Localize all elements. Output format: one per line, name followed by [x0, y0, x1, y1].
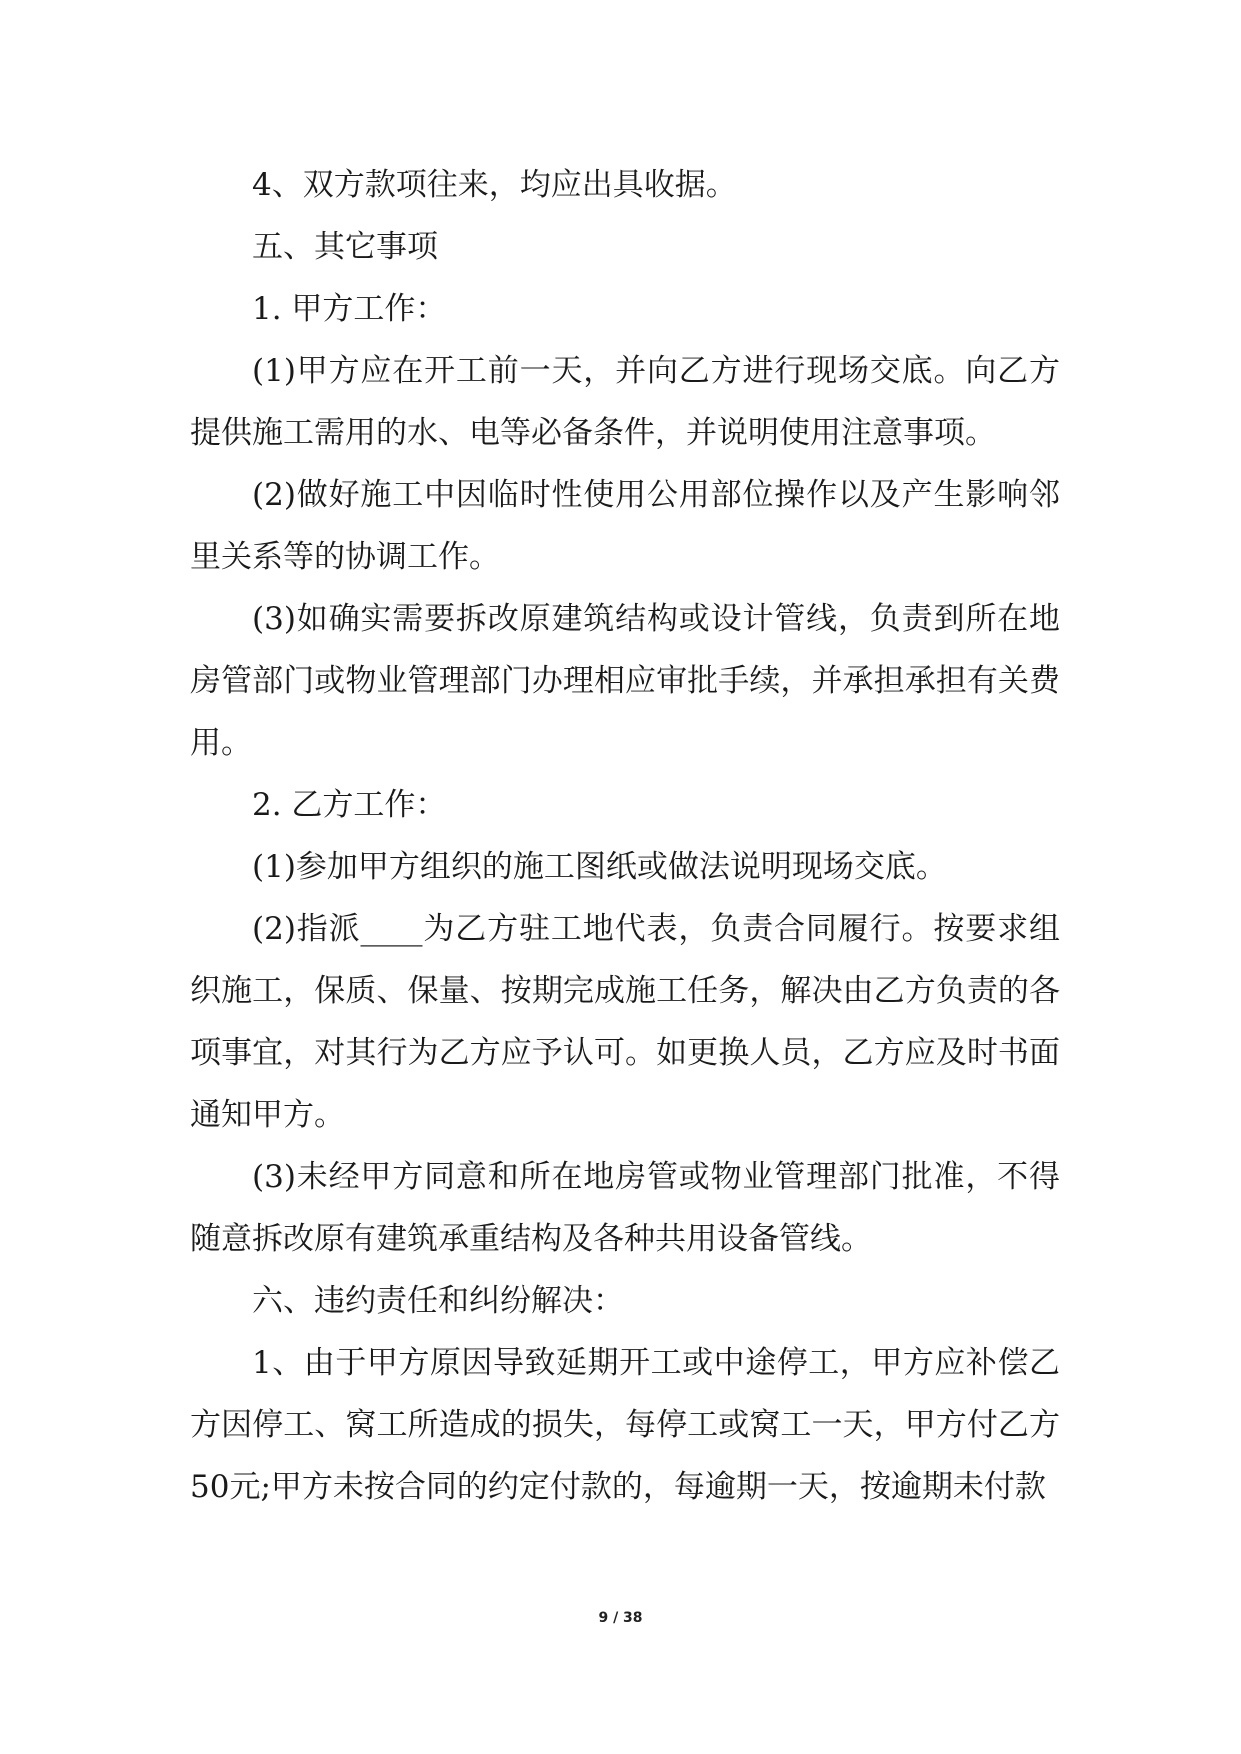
paragraph-party-a-item-2: (2)做好施工中因临时性使用公用部位操作以及产生影响邻里关系等的协调工作。 — [190, 477, 1060, 575]
paragraph-party-b-item-2: (2)指派____为乙方驻工地代表，负责合同履行。按要求组织施工，保质、保量、按期完成施工任务，解决由乙方负责的各项事宜，对其行为乙方应予认可。如更换人员，乙方应及时书面通知甲方。 — [190, 911, 1060, 1133]
paragraph-party-b-item-3: (3)未经甲方同意和所在地房管或物业管理部门批准，不得随意拆改原有建筑承重结构及各种共用设备管线。 — [190, 1159, 1060, 1257]
paragraph-liability-item-1: 1、由于甲方原因导致延期开工或中途停工，甲方应补偿乙方因停工、窝工所造成的损失，每停工或窝工一天，甲方付乙方50元;甲方未按合同的约定付款的，每逾期一天，按逾期未付款 — [190, 1345, 1060, 1505]
page-number: 9 / 38 — [598, 1610, 643, 1626]
subheading-party-b-work: 2. 乙方工作： — [252, 787, 447, 823]
paragraph-party-a-item-3: (3)如确实需要拆改原建筑结构或设计管线，负责到所在地房管部门或物业管理部门办理相应审批手续，并承担承担有关费用。 — [190, 601, 1060, 761]
paragraph-payment-receipts: 4、双方款项往来，均应出具收据。 — [252, 167, 737, 203]
paragraph-party-b-item-1: (1)参加甲方组织的施工图纸或做法说明现场交底。 — [252, 849, 947, 885]
document-body — [190, 154, 1060, 1518]
section-heading-other-matters: 五、其它事项 — [252, 229, 438, 265]
subheading-party-a-work: 1. 甲方工作： — [252, 291, 447, 327]
paragraph-party-a-item-1: (1)甲方应在开工前一天，并向乙方进行现场交底。向乙方提供施工需用的水、电等必备条件，并说明使用注意事项。 — [190, 353, 1060, 451]
section-heading-liability-disputes: 六、违约责任和纠纷解决： — [252, 1283, 624, 1319]
